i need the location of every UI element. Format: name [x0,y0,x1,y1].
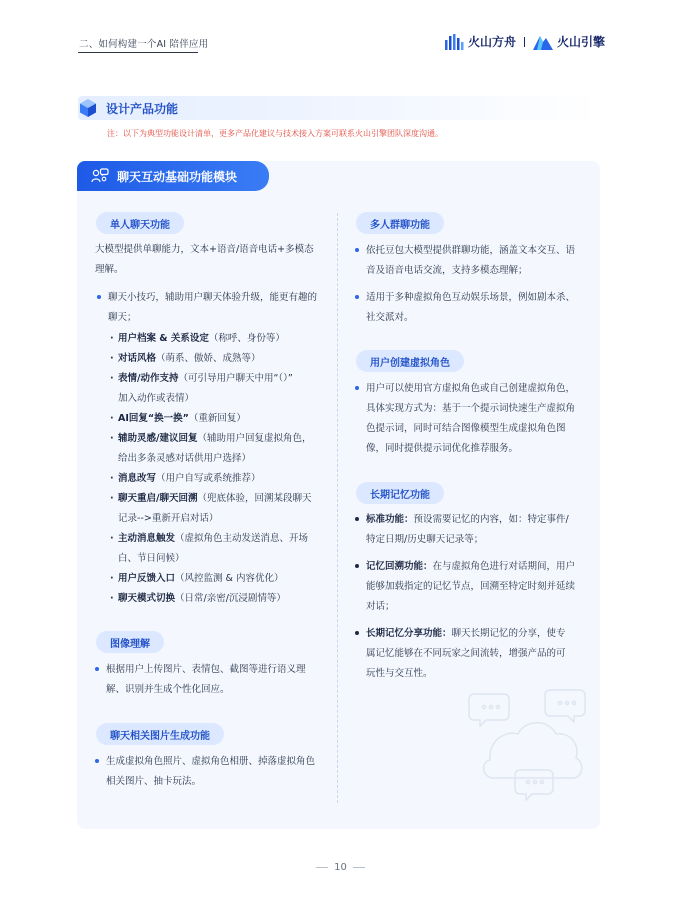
tip-item: · 消息改写（用户自写或系统推荐） [110,473,261,484]
volcano-ark-logo [444,33,516,50]
volcano-engine-logo [533,33,605,50]
tip-item: · 表情/动作支持（可引导用户聊天中用“（）” [110,373,293,384]
tip-item: · 用户反馈入口（风控监测 & 内容优化） [110,573,284,584]
group-chat-bullet-2-line-2: 社交派对。 [366,312,414,323]
memory-recall-line-2: 能够加载指定的记忆节点，回溯至特定时刻并延续 [366,581,576,592]
chat-tips-line-2: 聊天； [108,312,137,323]
single-chat-intro-line-2: 理解。 [95,264,124,275]
group-chat-bullet-2: 适用于多种虚拟角色互动娱乐场景，例如剧本杀、 [355,288,575,309]
logo-separator [524,37,525,47]
page-number [0,862,681,873]
memory-recall-line-3: 对话； [366,601,395,612]
create-character-line-3: 色提示词，同时可结合图像模型生成虚拟角色图 [366,423,566,434]
section-title: 设计产品功能 [106,102,179,116]
chat-users-icon [91,168,109,184]
tip-item: · 辅助灵感/建议回复（辅助用户回复虚拟角色， [110,433,312,444]
tip-item: · 对话风格（萌系、傲娇、成熟等） [110,353,261,364]
single-chat-title: 单人聊天功能 [96,212,184,234]
module-tab [77,161,269,191]
page-number-dash-right [353,867,365,868]
memory-share-line-2: 属记忆能够在不同玩家之间流转，增强产品的可 [366,648,566,659]
tip-item: · AI回复“换一换”（重新回复） [110,413,246,424]
tip-item-continuation: 记录-->重新开启对话） [118,513,219,524]
single-chat-intro-line-1: 大模型提供单聊能力，文本+语音/语音电话+多模态 [95,244,314,255]
tip-item: · 聊天模式切换（日常/亲密/沉浸剧情等） [110,593,286,604]
page-number-value: 10 [334,862,347,873]
volcano-ark-icon [444,34,464,50]
image-understanding-line-2: 解、识别并生成个性化回应。 [106,684,230,695]
chat-bubbles-illustration [468,688,592,804]
tip-item-continuation: 白、节日问候） [118,553,185,564]
tip-item: · 主动消息触发（虚拟角色主动发送消息、开场 [110,533,309,544]
create-character-line-4: 像，同时提供提示词优化推荐服务。 [366,443,519,454]
tip-item-continuation: 加入动作或表情） [118,393,195,404]
memory-share-line-3: 玩性与交互性。 [366,668,433,679]
memory-share-bullet: 长期记忆分享功能：聊天长期记忆的分享，使专 [355,624,566,645]
volcano-engine-logo-text: 火山引擎 [556,35,605,49]
image-generation-line-2: 相关图片、抽卡玩法。 [106,776,202,787]
tip-item-continuation: 给出多条灵感对话供用户选择） [118,453,252,464]
group-chat-bullet-1-line-2: 音及语音电话交流，支持多模态理解； [366,265,528,276]
chat-tips-line-1: 聊天小技巧，辅助用户聊天体验升级，能更有趣的 [108,292,318,303]
volcano-engine-icon [533,34,553,50]
create-character-bullet: 用户可以使用官方虚拟角色或自己创建虚拟角色， [355,379,575,400]
memory-standard-line-2: 特定日期/历史聊天记录等； [366,534,484,545]
brand-logos [444,33,605,50]
column-divider [337,213,338,803]
image-understanding-bullet: 根据用户上传图片、表情包、截图等进行语义理 [95,660,306,681]
volcano-ark-logo-text: 火山方舟 [467,35,516,49]
memory-standard-bullet: 标准功能：预设需要记忆的内容，如：特定事件/ [355,510,569,531]
page-number-dash-left [316,867,328,868]
tip-item: · 用户档案 & 关系设定（称呼、身份等） [110,333,285,344]
module-title: 聊天互动基础功能模块 [117,169,238,184]
header-section-label: 二、如何构建一个AI 陪伴应用 [79,39,209,50]
long-memory-title: 长期记忆功能 [356,482,444,504]
create-character-title: 用户创建虚拟角色 [356,350,464,372]
create-character-line-2: 具体实现方式为：基于一个提示词快速生产虚拟角 [366,403,576,414]
cube-icon [78,98,98,118]
tip-item: · 聊天重启/聊天回溯（兜底体验，回溯某段聊天 [110,493,312,504]
section-note: 注：以下为典型功能设计清单，更多产品化建议与技术接入方案可联系火山引擎团队深度沟通。 [107,129,443,138]
group-chat-title: 多人群聊功能 [356,212,444,234]
group-chat-bullet-1: 依托豆包大模型提供群聊功能，涵盖文本交互、语 [355,241,575,262]
chat-tips-bullet [97,288,317,309]
image-generation-bullet: 生成虚拟角色照片、虚拟角色相册、掉落虚拟角色 [95,752,315,773]
header-underline [78,52,198,53]
image-understanding-title: 图像理解 [96,631,164,653]
memory-recall-bullet: 记忆回溯功能：在与虚拟角色进行对话期间，用户 [355,557,575,578]
image-generation-title: 聊天相关图片生成功能 [96,723,224,745]
